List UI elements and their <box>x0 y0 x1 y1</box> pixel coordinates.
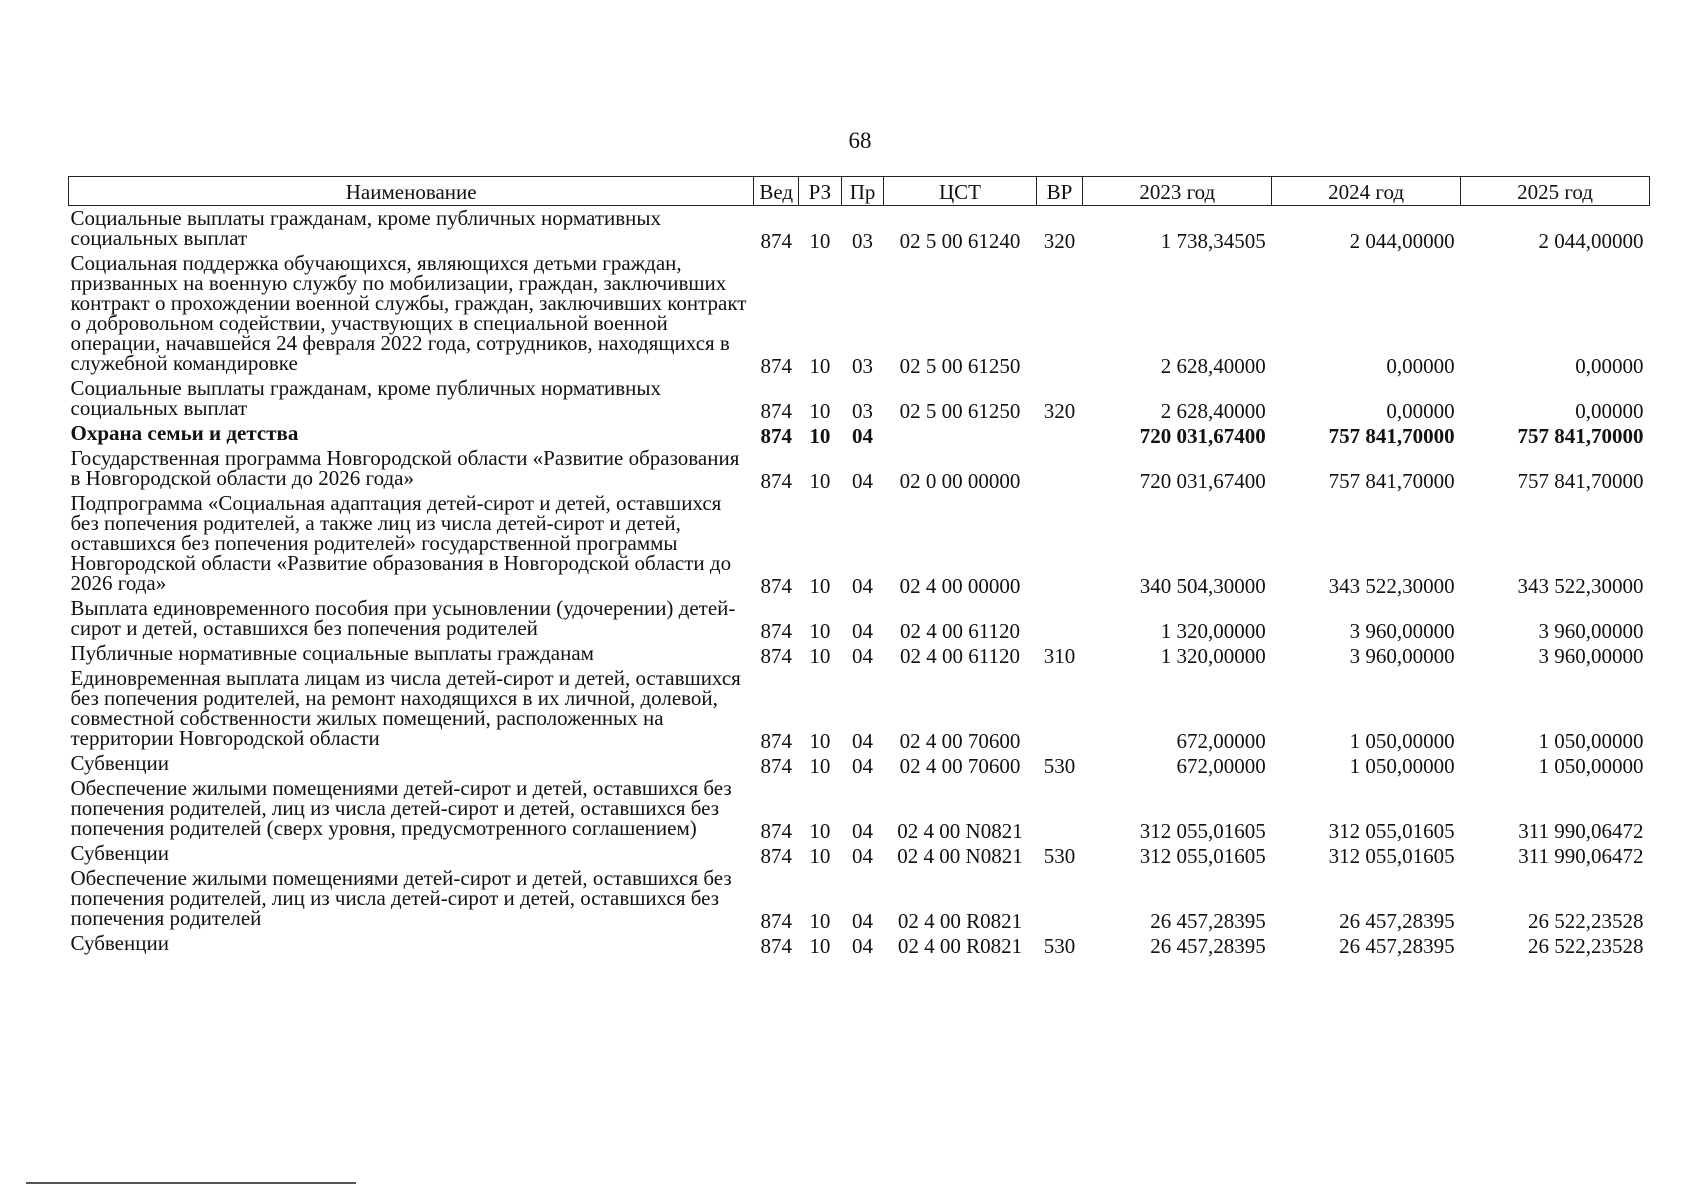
row-cst: 02 4 00 R0821 <box>897 909 1023 933</box>
row-amount-2023: 340 504,30000 <box>1139 574 1266 598</box>
row-rz: 10 <box>809 424 831 448</box>
row-ved: 874 <box>760 229 792 253</box>
row-name: Социальные выплаты гражданам, кроме публичных нормативных социальных выплат <box>70 376 662 420</box>
row-pr: 03 <box>852 354 874 378</box>
row-pr: 04 <box>852 754 874 778</box>
row-ved: 874 <box>760 574 792 598</box>
row-vr: 320 <box>1043 229 1076 253</box>
row-ved: 874 <box>760 844 792 868</box>
row-name: Социальная поддержка обучающихся, являющихся детьми граждан, призванных на военную службу по мобилизации, граждан, заключивших контракт о прохождении военной службы, граждан, заключивших контракт о добровольном содействии, участвующих в специальной военной операции, начавшейся 24 февраля 2022 года, сотрудников, находящихся в служебной командировке <box>70 251 747 375</box>
table-row <box>69 841 1650 866</box>
row-amount-2025: 2 044,00000 <box>1538 229 1644 253</box>
page-number: 68 <box>848 128 872 153</box>
row-ved: 874 <box>760 354 792 378</box>
row-pr: 04 <box>852 424 874 448</box>
header-2025: 2025 год <box>1461 177 1650 206</box>
row-rz: 10 <box>809 469 831 493</box>
row-amount-2023: 2 628,40000 <box>1160 354 1266 378</box>
row-cst <box>884 421 1036 446</box>
row-amount-2023: 312 055,01605 <box>1139 819 1266 843</box>
row-cst: 02 4 00 61120 <box>900 644 1020 668</box>
row-pr: 04 <box>852 574 874 598</box>
row-vr <box>1036 421 1083 446</box>
row-amount-2025: 3 960,00000 <box>1538 644 1644 668</box>
row-amount-2024: 3 960,00000 <box>1349 644 1455 668</box>
footer-divider <box>26 1182 356 1184</box>
row-cst: 02 4 00 N0821 <box>897 844 1023 868</box>
row-name: Обеспечение жилыми помещениями детей-сирот и детей, оставшихся без попечения родителей, лиц из числа детей-сирот и детей, оставшихся без попечения родителей <box>70 866 732 930</box>
row-ved: 874 <box>760 729 792 753</box>
header-pr: Пр <box>841 177 884 206</box>
row-cst: 02 0 00 00000 <box>899 469 1021 493</box>
row-amount-2024: 2 044,00000 <box>1349 229 1455 253</box>
row-cst: 02 4 00 R0821 <box>897 934 1023 958</box>
row-rz: 10 <box>809 844 831 868</box>
table-row <box>69 421 1650 446</box>
row-ved: 874 <box>760 754 792 778</box>
row-amount-2023: 720 031,67400 <box>1139 469 1266 493</box>
row-name: Подпрограмма «Социальная адаптация детей-сирот и детей, оставшихся без попечения родителей, а также лиц из числа детей-сирот и детей, оставшихся без попечения родителей» государственной программы Новгородской области «Развитие образования в Новгородской области до 2026 года» <box>70 491 732 595</box>
row-rz: 10 <box>809 619 831 643</box>
row-vr <box>1036 251 1083 376</box>
row-ved: 874 <box>760 619 792 643</box>
row-rz: 10 <box>809 819 831 843</box>
row-cst: 02 4 00 N0821 <box>897 819 1023 843</box>
header-cst: ЦСТ <box>884 177 1036 206</box>
row-rz: 10 <box>809 934 831 958</box>
row-ved: 874 <box>760 909 792 933</box>
table-row <box>69 751 1650 776</box>
row-amount-2025: 757 841,70000 <box>1517 424 1644 448</box>
row-amount-2024: 26 457,28395 <box>1339 909 1455 933</box>
row-vr: 530 <box>1043 934 1076 958</box>
table-row <box>69 866 1650 931</box>
row-vr <box>1036 666 1083 751</box>
row-pr: 03 <box>852 399 874 423</box>
row-rz: 10 <box>809 399 831 423</box>
row-amount-2024: 1 050,00000 <box>1349 754 1455 778</box>
table-row <box>69 251 1650 376</box>
row-vr: 310 <box>1043 644 1076 668</box>
row-vr <box>1036 446 1083 491</box>
row-amount-2024: 0,00000 <box>1386 399 1455 423</box>
header-ved: Вед <box>754 177 799 206</box>
row-amount-2025: 26 522,23528 <box>1528 909 1644 933</box>
row-pr: 04 <box>852 819 874 843</box>
row-rz: 10 <box>809 354 831 378</box>
row-cst: 02 5 00 61240 <box>899 229 1021 253</box>
table-row <box>69 931 1650 956</box>
header-2023: 2023 год <box>1083 177 1272 206</box>
row-amount-2023: 672,00000 <box>1176 729 1266 753</box>
row-amount-2023: 672,00000 <box>1176 754 1266 778</box>
row-rz: 10 <box>809 574 831 598</box>
row-ved: 874 <box>760 469 792 493</box>
row-ved: 874 <box>760 934 792 958</box>
row-pr: 04 <box>852 469 874 493</box>
row-amount-2025: 343 522,30000 <box>1517 574 1644 598</box>
table-row <box>69 206 1650 252</box>
row-amount-2025: 1 050,00000 <box>1538 729 1644 753</box>
table-row <box>69 666 1650 751</box>
row-pr: 03 <box>852 229 874 253</box>
row-amount-2023: 2 628,40000 <box>1160 399 1266 423</box>
row-amount-2023: 26 457,28395 <box>1150 909 1266 933</box>
row-rz: 10 <box>809 644 831 668</box>
row-ved: 874 <box>760 399 792 423</box>
header-row <box>69 177 1650 206</box>
row-vr: 530 <box>1043 754 1076 778</box>
row-name: Государственная программа Новгородской области «Развитие образования в Новгородской области до 2026 года» <box>70 446 740 490</box>
row-amount-2023: 1 320,00000 <box>1160 644 1266 668</box>
row-amount-2025: 3 960,00000 <box>1538 619 1644 643</box>
row-ved: 874 <box>760 644 792 668</box>
row-cst: 02 4 00 70600 <box>899 754 1021 778</box>
row-amount-2025: 0,00000 <box>1575 354 1644 378</box>
row-name: Публичные нормативные социальные выплаты гражданам <box>70 641 594 665</box>
row-amount-2025: 0,00000 <box>1575 399 1644 423</box>
row-vr <box>1036 866 1083 931</box>
row-pr: 04 <box>852 844 874 868</box>
row-cst: 02 4 00 61120 <box>900 619 1020 643</box>
row-cst: 02 4 00 00000 <box>899 574 1021 598</box>
header-vr: ВР <box>1036 177 1083 206</box>
row-amount-2024: 757 841,70000 <box>1328 469 1455 493</box>
row-vr <box>1036 596 1083 641</box>
row-pr: 04 <box>852 729 874 753</box>
row-pr: 04 <box>852 644 874 668</box>
row-pr: 04 <box>852 909 874 933</box>
row-name: Социальные выплаты гражданам, кроме публичных нормативных социальных выплат <box>70 206 662 250</box>
row-amount-2024: 312 055,01605 <box>1328 819 1455 843</box>
row-amount-2025: 1 050,00000 <box>1538 754 1644 778</box>
row-amount-2023: 720 031,67400 <box>1139 424 1266 448</box>
row-cst: 02 5 00 61250 <box>899 354 1021 378</box>
budget-table <box>68 176 1650 956</box>
row-vr <box>1036 491 1083 596</box>
row-name: Обеспечение жилыми помещениями детей-сирот и детей, оставшихся без попечения родителей, лиц из числа детей-сирот и детей, оставшихся без попечения родителей (сверх уровня, предусмотренного соглашением) <box>70 776 732 840</box>
table-body <box>69 206 1650 957</box>
row-amount-2024: 757 841,70000 <box>1328 424 1455 448</box>
row-pr: 04 <box>852 619 874 643</box>
row-name: Охрана семьи и детства <box>70 421 299 445</box>
row-cst: 02 5 00 61250 <box>899 399 1021 423</box>
row-pr: 04 <box>852 934 874 958</box>
header-2024: 2024 год <box>1272 177 1461 206</box>
table-row <box>69 491 1650 596</box>
row-name: Субвенции <box>70 841 169 865</box>
row-vr: 320 <box>1043 399 1076 423</box>
row-amount-2023: 1 320,00000 <box>1160 619 1266 643</box>
header-rz: РЗ <box>799 177 842 206</box>
row-amount-2024: 343 522,30000 <box>1328 574 1455 598</box>
row-name: Субвенции <box>70 931 169 955</box>
row-name: Единовременная выплата лицам из числа детей-сирот и детей, оставшихся без попечения родителей, на ремонт находящихся в их личной, долевой, совместной собственности жилых помещений, расположенных на территории Новгородской области <box>70 666 741 750</box>
row-rz: 10 <box>809 229 831 253</box>
row-amount-2025: 311 990,06472 <box>1518 844 1644 868</box>
table-row <box>69 596 1650 641</box>
row-rz: 10 <box>809 729 831 753</box>
row-ved: 874 <box>760 819 792 843</box>
row-amount-2025: 311 990,06472 <box>1518 819 1644 843</box>
row-amount-2024: 0,00000 <box>1386 354 1455 378</box>
table-row <box>69 376 1650 421</box>
row-vr <box>1036 776 1083 841</box>
row-amount-2024: 312 055,01605 <box>1328 844 1455 868</box>
row-vr: 530 <box>1043 844 1076 868</box>
row-rz: 10 <box>809 754 831 778</box>
row-cst: 02 4 00 70600 <box>899 729 1021 753</box>
row-rz: 10 <box>809 909 831 933</box>
row-amount-2025: 757 841,70000 <box>1517 469 1644 493</box>
row-ved: 874 <box>760 424 792 448</box>
row-amount-2024: 1 050,00000 <box>1349 729 1455 753</box>
row-amount-2024: 3 960,00000 <box>1349 619 1455 643</box>
row-name: Субвенции <box>70 751 169 775</box>
table-row <box>69 446 1650 491</box>
header-name: Наименование <box>69 177 754 206</box>
row-amount-2025: 26 522,23528 <box>1528 934 1644 958</box>
table-row <box>69 776 1650 841</box>
row-amount-2023: 26 457,28395 <box>1150 934 1266 958</box>
row-amount-2023: 1 738,34505 <box>1160 229 1266 253</box>
row-name: Выплата единовременного пособия при усыновлении (удочерении) детей-сирот и детей, оставшихся без попечения родителей <box>70 596 736 640</box>
row-amount-2024: 26 457,28395 <box>1339 934 1455 958</box>
table-row <box>69 641 1650 666</box>
row-amount-2023: 312 055,01605 <box>1139 844 1266 868</box>
